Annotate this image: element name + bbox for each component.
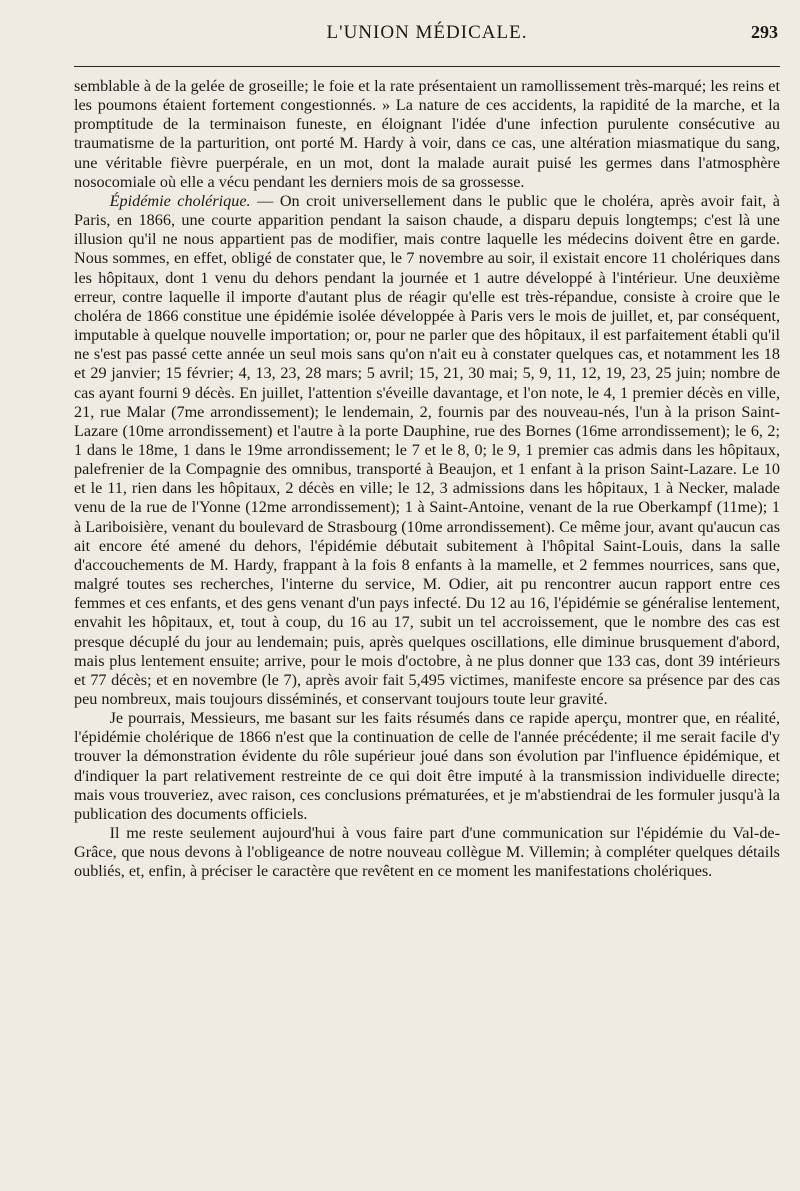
paragraph-3 [74,709,780,824]
paragraph-1-text: semblable à de la gelée de groseille; le foie et la rate présentaient un ramollissement très-marqué; les reins et les poumons étaient fortement congestionnés. » La nature de ces accidents, la rapidité de la marche, et la promptitude de la terminaison funeste, en éloignant l'idée d'une infection purulente consécutive au traumatisme de la parturition, ont porté M. Hardy à voir, dans ce cas, une altération miasmatique du sang, une véritable fièvre puerpérale, en un mot, dont la malade aurait puisé les germes dans l'atmosphère nosocomiale où elle a vécu pendant les derniers mois de sa grossesse. [74,77,780,191]
paragraph-2-text: — On croit universellement dans le public que le choléra, après avoir fait, à Paris, en 1866, une courte apparition pendant la saison chaude, a disparu depuis longtemps; c'est là une illusion qu'il ne nous appartient pas de modifier, mais contre laquelle les médecins doivent être en garde. Nous sommes, en effet, obligé de constater que, le 7 novembre au soir, il existait encore 11 cholériques dans les hôpitaux, dont 1 venu du dehors pendant la journée et 1 autre développé à l'intérieur. Une deuxième erreur, contre laquelle il importe d'autant plus de réagir qu'elle est très-répandue, consiste à croire que le choléra de 1866 constitue une épidémie isolée développée à Paris vers le mois de juillet, et, par conséquent, imputable à quelque nouvelle importation; or, pour ne parler que des hôpitaux, il est parfaitement établi qu'il ne s'est pas passé cette année un seul mois sans qu'on n'ait eu à constater quelques cas, et notamment les 18 et 29 janvier; 15 février; 4, 13, 23, 28 mars; 5 avril; 15, 21, 30 mai; 5, 9, 11, 12, 19, 23, 25 juin; nombre de cas ayant fourni 9 décès. En juillet, l'attention s'éveille davantage, et l'on note, le 4, 1 premier décès en ville, 21, rue Malar (7me arrondissement); le lendemain, 2, fournis par des nouveau-nés, l'un à la prison Saint-Lazare (10me arrondissement) et l'autre à la porte Dauphine, rue des Bornes (16me arrondissement); le 6, 2; 1 dans le 18me, 1 dans le 19me arrondissement; le 7 et le 8, 0; le 9, 1 premier cas admis dans les hôpitaux, palefrenier de la Compagnie des omnibus, transporté à Beaujon, et 1 enfant à la prison Saint-Lazare. Le 10 et le 11, rien dans les hôpitaux, 2 décès en ville; le 12, 3 admissions dans les hôpitaux, 1 à Necker, malade venu de la rue de l'Yonne (12me arrondissement); 1 à Saint-Antoine, venant de la rue Oberkampf (11me); 1 à Lariboisière, venant du boulevard de Strasbourg (10me arrondissement). Ce même jour, avant qu'aucun cas ait encore été amené du dehors, l'épidémie débutait subitement à l'hôpital Saint-Louis, dans la salle d'accouchements de M. Hardy, frappant à la fois 8 enfants à la mamelle, et 2 femmes nourrices, sans que, malgré toutes ses recherches, l'interne du service, M. Odier, ait pu rencontrer aucun rapport entre ces femmes et ces enfants, et des gens venant d'un pays infecté. Du 12 au 16, l'épidémie se généralise lentement, envahit les hôpitaux, et, tout à coup, du 16 au 17, subit un tel accroissement, que le nombre des cas est presque décuplé du jour au lendemain; puis, après quelques oscillations, elle diminue brusquement d'abord, mais plus lentement ensuite; arrive, pour le mois d'octobre, à ne plus donner que 133 cas, dont 39 intérieurs et 77 décès; et en novembre (le 7), après avoir fait 5,495 victimes, manifeste encore sa présence par des cas peu nombreux, mais toujours disséminés, et conservant toujours toute leur gravité. [74,191,780,708]
paragraph-3-text: Je pourrais, Messieurs, me basant sur les faits résumés dans ce rapide aperçu, montrer que, en réalité, l'épidémie cholérique de 1866 n'est que la continuation de celle de l'année précédente; il me serait facile d'y trouver la démonstration évidente du rôle supérieur joué dans son évolution par l'influence épidémique, et d'indiquer la part relativement restreinte de ce qui doit être imputé à la transmission individuelle directe; mais vous trouveriez, avec raison, ces conclusions prématurées, et je m'abstiendrai de les formuler jusqu'à la publication des documents officiels. [74,709,780,823]
paragraph-4 [74,824,780,881]
page-number: 293 [751,22,778,42]
paragraph-4-text: Il me reste seulement aujourd'hui à vous faire part d'une communication sur l'épidémie du Val-de-Grâce, que nous devons à l'obligeance de notre nouveau collègue M. Villemin; à compléter quelques détails oubliés, et, enfin, à préciser le caractère que revêtent en ce moment les manifestations cholériques. [74,824,780,881]
paragraph-2 [74,192,780,709]
section-heading-epidemie: Épidémie cholérique. [109,191,251,210]
paragraph-1 [74,77,780,192]
header-rule [74,66,780,67]
article-body [74,77,780,882]
running-header [74,22,780,50]
journal-title: L'UNION MÉDICALE. [326,22,528,43]
